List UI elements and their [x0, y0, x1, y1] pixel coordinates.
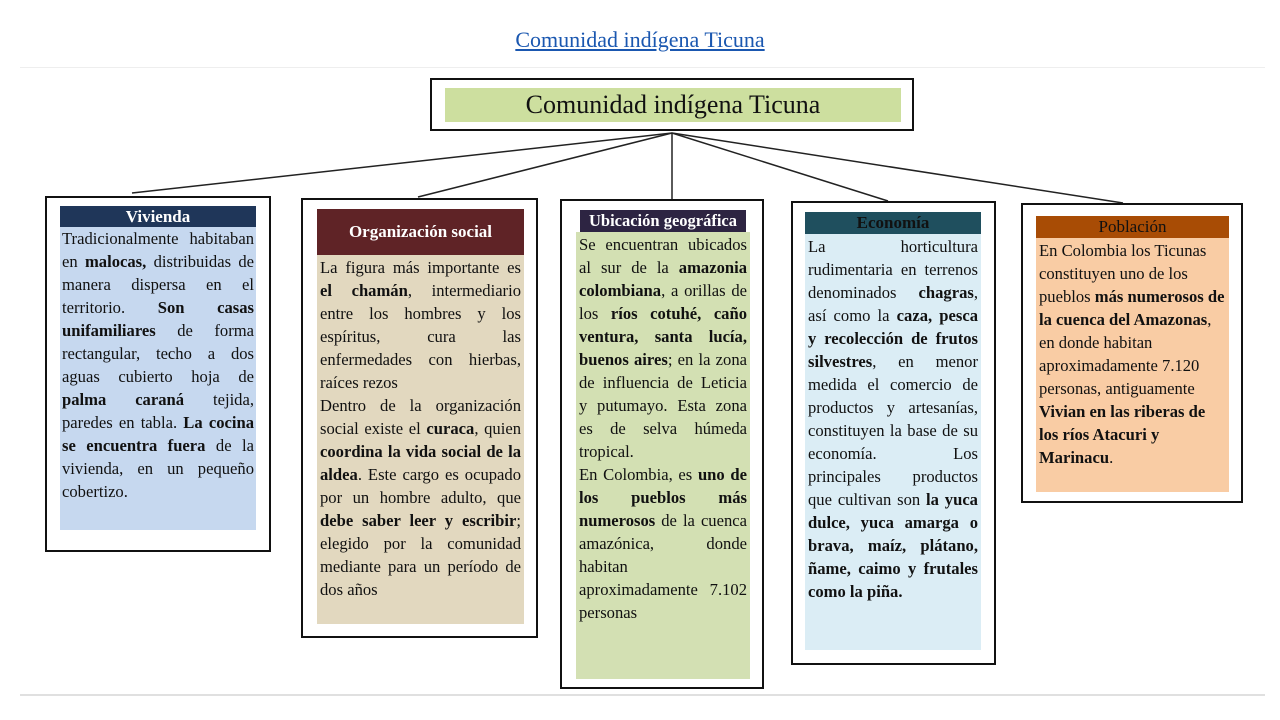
text-run: distribuidas de manera dispersa en el territorio.	[62, 252, 254, 317]
bold-text: el chamán	[320, 281, 408, 300]
node-ubicacion-geografica	[560, 199, 764, 689]
bold-text: coordina la vida social de la aldea	[320, 442, 521, 484]
text-run: , en menor medida el comercio de productos y artesanías, constituyen la base de su economía. Los principales productos que cultivan son	[808, 352, 978, 509]
text-run: Tradicionalmente habitaban en	[62, 229, 254, 271]
node-economia	[791, 201, 996, 665]
connector-line-organizacion	[418, 133, 672, 197]
page-title-link[interactable]: Comunidad indígena Ticuna	[515, 27, 765, 52]
text-run: , así como la	[808, 283, 978, 325]
node-vivienda-body	[60, 227, 256, 530]
connector-line-vivienda	[132, 133, 672, 193]
text-run: .	[1109, 448, 1114, 467]
bold-text: ríos cotuhé, caño ventura, santa lucía, buenos aires	[579, 304, 748, 369]
bottom-divider	[20, 694, 1265, 696]
text-run: , en donde habitan aproximadamente 7.120 personas, antiguamente	[1039, 310, 1212, 398]
text-run: de la vivienda, en un pequeño cobertizo.	[62, 436, 254, 501]
node-paragraph	[579, 233, 747, 463]
node-poblacion-body	[1036, 238, 1229, 492]
text-run: La figura más importante es	[320, 258, 521, 277]
node-paragraph	[579, 463, 747, 624]
text-run: de forma rectangular, techo a dos aguas cubierto hoja de	[62, 321, 254, 386]
connector-line-poblacion	[672, 133, 1123, 203]
node-paragraph	[320, 256, 521, 394]
node-economia-body	[805, 234, 981, 650]
bold-text: debe saber leer y escribir	[320, 511, 517, 530]
bold-text: más numerosos de la cuenca del Amazonas	[1039, 287, 1225, 329]
bold-text: uno de los pueblos más numerosos	[579, 465, 747, 530]
node-ubicacion-geografica-title: Ubicación geográfica	[580, 210, 746, 232]
node-vivienda-title: Vivienda	[60, 206, 256, 227]
node-organizacion-social-title: Organización social	[317, 209, 524, 255]
bold-text: La cocina se encuentra fuera	[62, 413, 254, 455]
main-node	[430, 78, 914, 131]
text-run: La horticultura rudimentaria en terrenos denominados	[808, 237, 978, 302]
text-run: tejida, paredes en tabla.	[62, 390, 254, 432]
node-poblacion-title: Población	[1036, 216, 1229, 238]
bold-text: malocas,	[84, 252, 147, 271]
connector-line-economia	[672, 133, 888, 201]
bold-text: chagras	[918, 283, 974, 302]
bold-text: caza, pesca y recolección de frutos silvestres	[808, 306, 978, 371]
bold-text: curaca	[426, 419, 475, 438]
main-node-title: Comunidad indígena Ticuna	[445, 88, 901, 122]
node-paragraph	[1039, 239, 1226, 469]
text-run: Se encuentran ubicados al sur de la	[579, 235, 747, 277]
bold-text: palma caraná	[62, 390, 185, 409]
text-run: Dentro de la organización social existe el	[320, 396, 521, 438]
bold-text: Son casas unifamiliares	[62, 298, 254, 340]
text-run: ; en la zona de influencia de Leticia y putumayo. Esta zona es de selva húmeda tropical.	[579, 350, 747, 461]
node-economia-title: Economía	[805, 212, 981, 234]
node-organizacion-social-body	[317, 255, 524, 624]
node-vivienda	[45, 196, 271, 552]
text-run: , a orillas de los	[579, 281, 747, 323]
node-organizacion-social	[301, 198, 538, 638]
node-ubicacion-geografica-body	[576, 232, 750, 679]
node-paragraph	[62, 227, 254, 503]
text-run: En Colombia los Ticunas constituyen uno de los pueblos	[1039, 241, 1207, 306]
text-run: ; elegido por la comunidad mediante para un período de dos años	[320, 511, 521, 599]
text-run: de la cuenca amazónica, donde habitan aproximadamente 7.102 personas	[579, 511, 747, 622]
bold-text: Vivian en las riberas de los ríos Atacuri y Marinacu	[1039, 402, 1206, 467]
text-run: , intermediario entre los hombres y los espíritus, cura las enfermedades con hierbas, raíces rezos	[320, 281, 521, 392]
node-paragraph	[808, 235, 978, 603]
text-run: En Colombia, es	[579, 465, 698, 484]
node-poblacion	[1021, 203, 1243, 503]
bold-text: amazonia colombiana	[579, 258, 747, 300]
bold-text: la yuca dulce, yuca amarga o brava, maíz, plátano, ñame, caimo y frutales como la piña.	[808, 490, 978, 601]
node-paragraph	[320, 394, 521, 601]
text-run: , quien	[474, 419, 521, 438]
text-run: . Este cargo es ocupado por un hombre adulto, que	[320, 465, 521, 507]
